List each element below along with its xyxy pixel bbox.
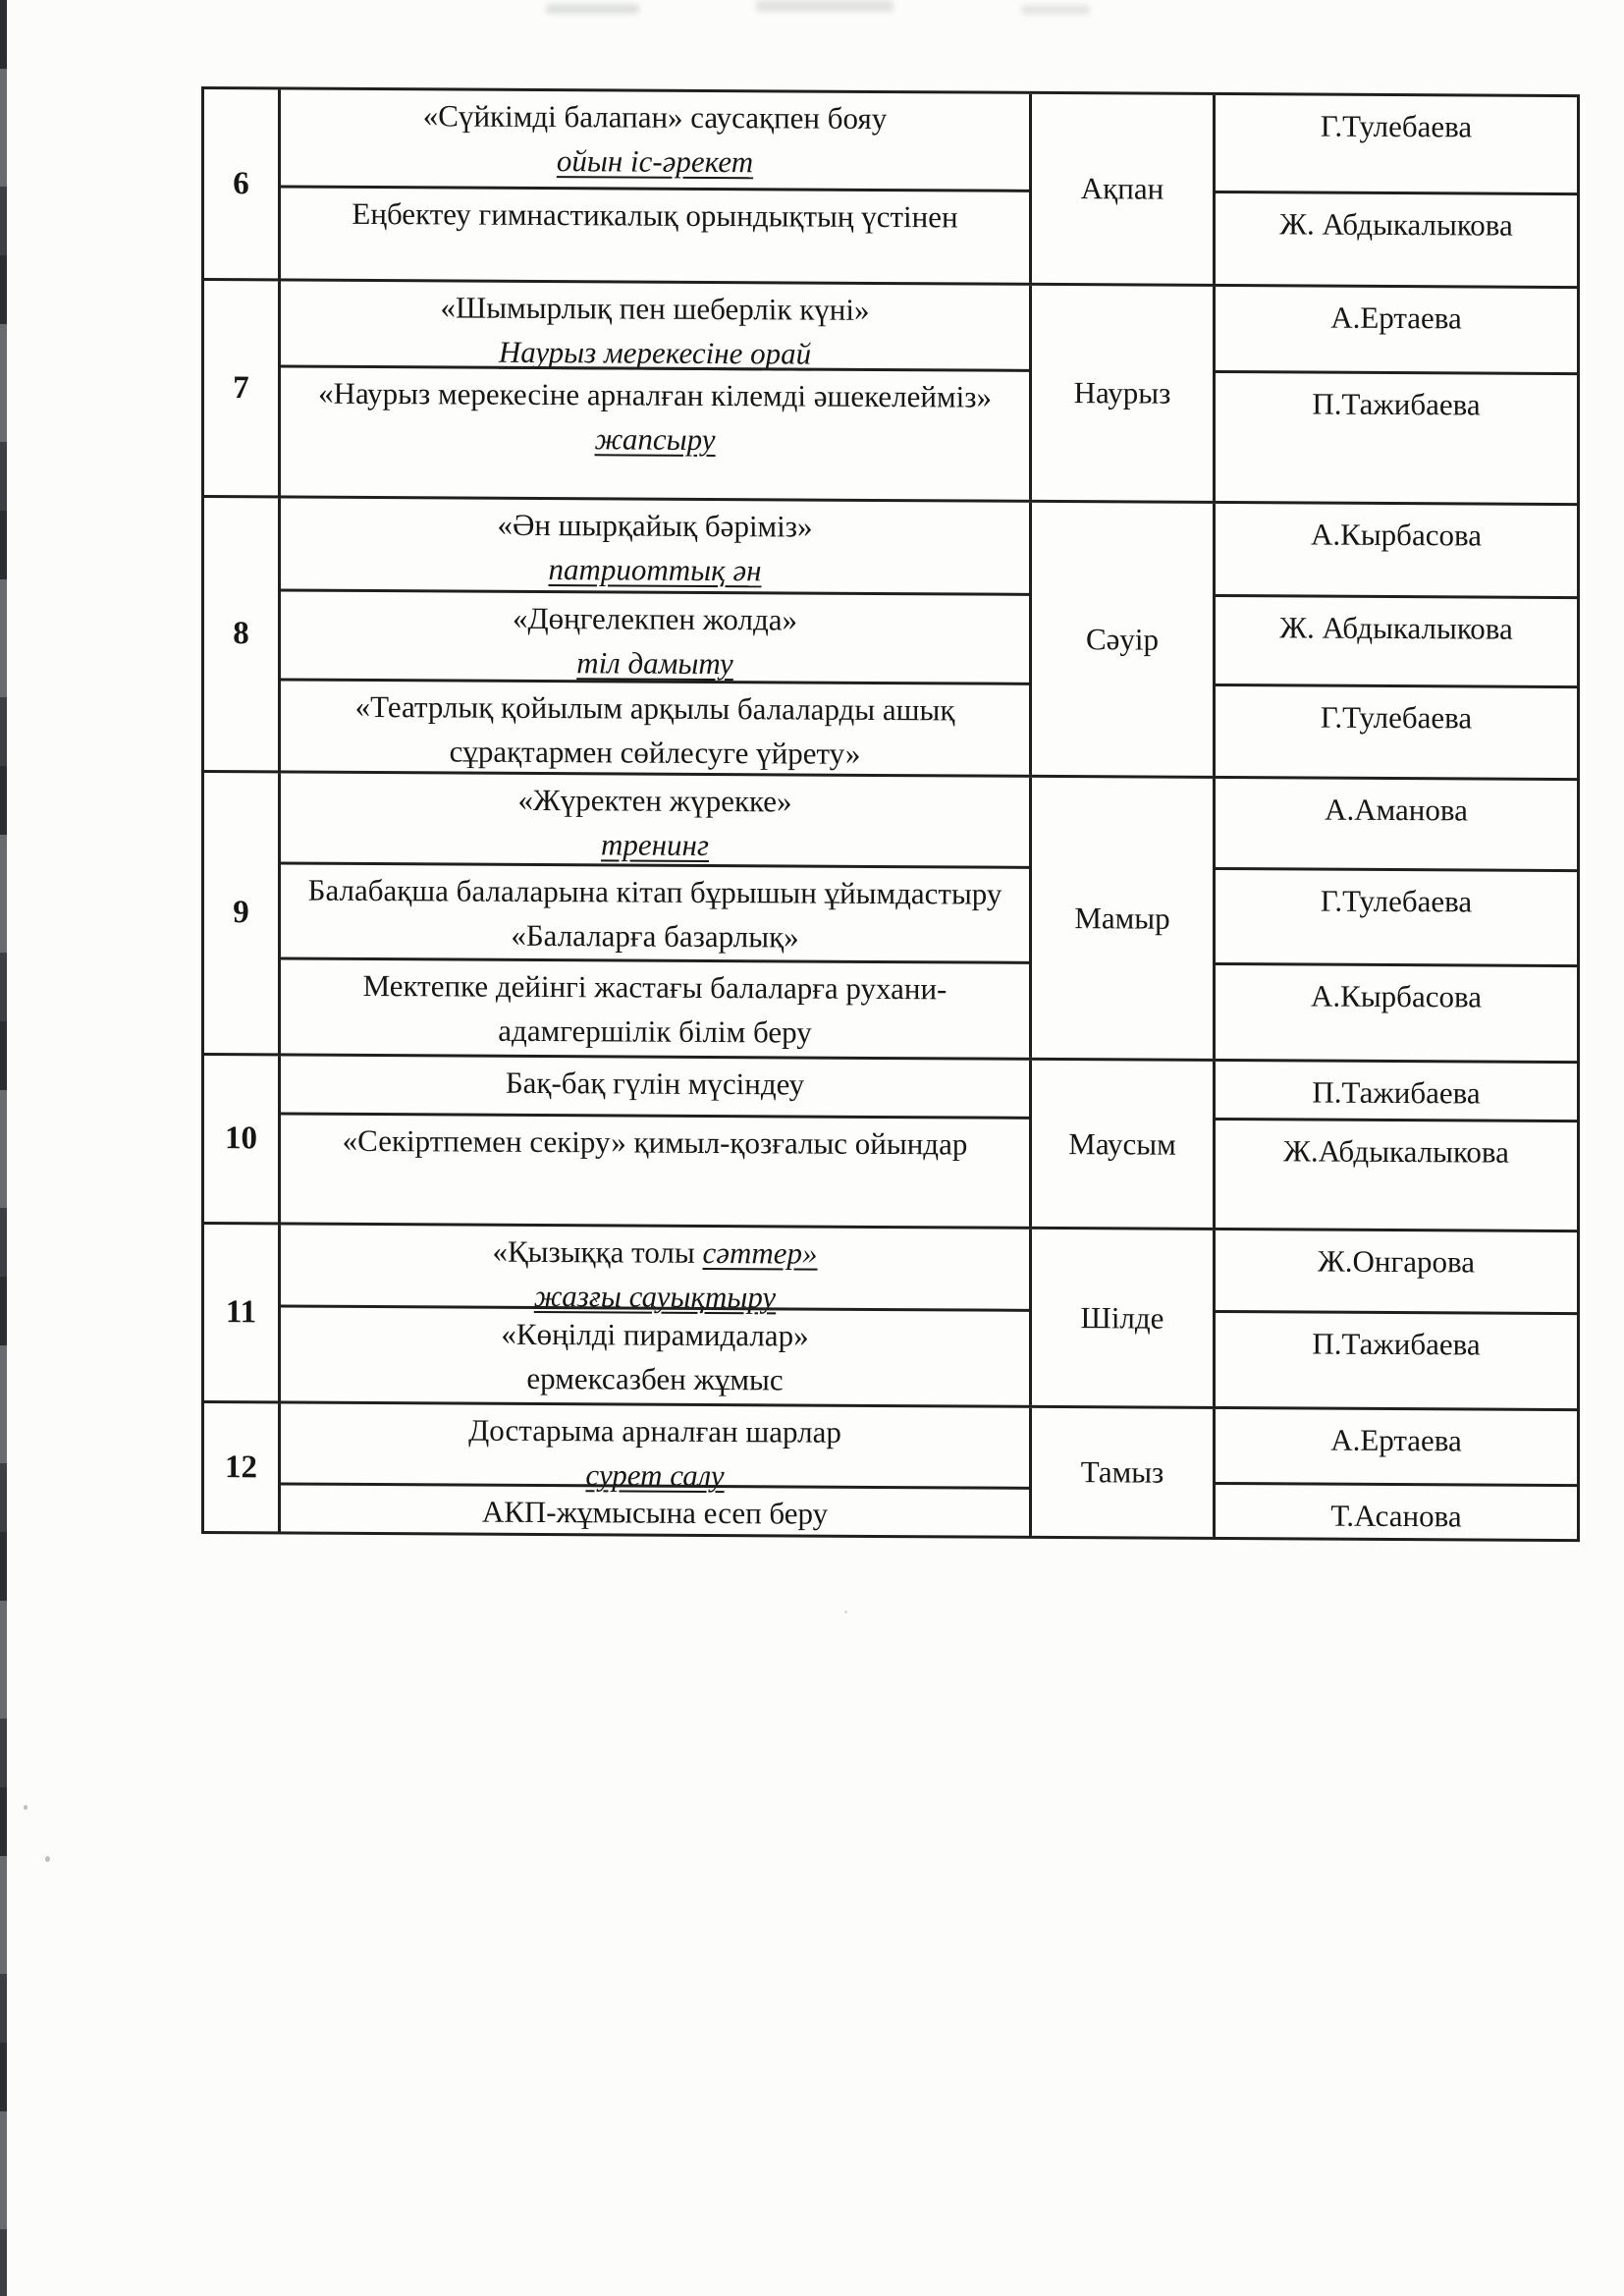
activity-line bbox=[501, 1312, 808, 1358]
activity-text: Наурыз мерекесіне орай bbox=[498, 334, 812, 371]
table-row bbox=[204, 89, 1577, 286]
person-cell: Ж. Абдыкалыкова bbox=[1216, 191, 1577, 286]
activity-text: «Қызыққа толы bbox=[492, 1233, 703, 1270]
person-column bbox=[1216, 779, 1577, 1061]
activity-column bbox=[281, 498, 1032, 774]
activity-column bbox=[281, 281, 1032, 499]
activity-line bbox=[513, 596, 797, 642]
activity-line bbox=[352, 191, 957, 240]
table-row bbox=[204, 495, 1577, 778]
activity-cell bbox=[281, 1112, 1029, 1226]
activity-line bbox=[423, 93, 887, 140]
scan-speck bbox=[45, 1856, 50, 1862]
month-cell: Мамыр bbox=[1032, 778, 1216, 1059]
activity-line bbox=[441, 285, 870, 332]
person-cell: П.Тажибаева bbox=[1312, 1074, 1481, 1111]
person-column bbox=[1216, 504, 1577, 778]
activity-text: сәттер» bbox=[702, 1234, 818, 1271]
row-number: 11 bbox=[204, 1225, 281, 1400]
person-cell: Ж.Онгарова bbox=[1318, 1243, 1475, 1280]
activity-text: Еңбектеу гимнастикалық орындықтың үстінен bbox=[352, 195, 958, 235]
activity-cell bbox=[281, 1225, 1029, 1315]
activity-line bbox=[295, 963, 1015, 1056]
activity-column bbox=[281, 773, 1032, 1057]
activity-cell bbox=[281, 185, 1029, 282]
scan-speck bbox=[844, 1611, 847, 1613]
activity-line bbox=[526, 1356, 783, 1402]
activity-text: жапсыру bbox=[594, 421, 716, 458]
activity-line bbox=[295, 868, 1015, 960]
activity-cell bbox=[281, 498, 1029, 592]
person-cell: А.Ертаева bbox=[1330, 300, 1462, 336]
activity-line bbox=[517, 778, 791, 824]
activity-text: Бақ-бақ гүлін мүсіндеу bbox=[505, 1065, 805, 1102]
activity-line bbox=[497, 503, 812, 549]
person-cell: П.Тажибаева bbox=[1216, 1310, 1577, 1408]
activity-cell bbox=[281, 364, 1029, 499]
activity-text: тренинг bbox=[601, 827, 709, 862]
activity-line bbox=[482, 1490, 828, 1536]
person-cell: Г.Тулебаева bbox=[1320, 108, 1473, 144]
activity-text: ермексазбен жұмыс bbox=[526, 1360, 784, 1397]
table-row bbox=[204, 1222, 1577, 1408]
activity-line bbox=[343, 1119, 968, 1167]
person-cell: П.Тажибаева bbox=[1216, 370, 1577, 503]
scan-smudge bbox=[756, 0, 893, 12]
scan-smudge bbox=[546, 4, 639, 14]
activity-text: Достарыма арналған шарлар bbox=[468, 1412, 841, 1449]
month-cell: Шілде bbox=[1032, 1230, 1216, 1406]
activity-text: «Сүйкімді балапан» саусақпен бояу bbox=[422, 98, 888, 137]
schedule-table bbox=[201, 86, 1580, 1542]
activity-line bbox=[576, 640, 733, 685]
row-number: 7 bbox=[204, 281, 281, 495]
activity-text: жазғы сауықтыру bbox=[533, 1278, 777, 1315]
row-number: 8 bbox=[204, 498, 281, 770]
activity-text: «Дөңгелекпен жолда» bbox=[512, 600, 798, 637]
activity-line bbox=[594, 416, 715, 462]
activity-column bbox=[281, 1225, 1032, 1404]
activity-text: «Ән шырқайық бәріміз» bbox=[497, 507, 813, 544]
activity-cell bbox=[281, 89, 1029, 189]
activity-text: «Шымырлық пен шеберлік күні» bbox=[440, 290, 870, 327]
table-row bbox=[204, 770, 1577, 1061]
activity-cell bbox=[281, 1403, 1029, 1494]
scan-speck bbox=[24, 1805, 27, 1810]
row-number: 6 bbox=[204, 89, 281, 278]
table-row bbox=[204, 1400, 1577, 1539]
person-column bbox=[1216, 1409, 1577, 1539]
person-cell: А.Ертаева bbox=[1330, 1422, 1462, 1458]
person-column bbox=[1216, 1062, 1577, 1230]
month-cell: Тамыз bbox=[1032, 1408, 1216, 1537]
month-cell: Наурыз bbox=[1032, 286, 1216, 501]
person-column bbox=[1216, 1230, 1577, 1408]
activity-column bbox=[281, 1056, 1032, 1226]
activity-text: АКП-жұмысына есеп беру bbox=[481, 1494, 829, 1531]
activity-column bbox=[281, 89, 1032, 282]
activity-text: «Жүректен жүрекке» bbox=[517, 782, 792, 819]
activity-cell bbox=[281, 773, 1029, 865]
activity-line bbox=[601, 822, 709, 867]
activity-line bbox=[318, 371, 992, 419]
activity-cell bbox=[281, 861, 1029, 960]
person-cell: А.Кырбасова bbox=[1311, 517, 1482, 553]
activity-text: сурет салу bbox=[585, 1457, 725, 1494]
row-number: 9 bbox=[204, 773, 281, 1053]
person-cell: А.Кырбасова bbox=[1216, 962, 1577, 1061]
activity-line bbox=[557, 138, 753, 184]
activity-line bbox=[295, 684, 1015, 777]
person-column bbox=[1216, 287, 1577, 503]
person-cell: Ж. Абдыкалыкова bbox=[1216, 594, 1577, 685]
person-cell: Т.Асанова bbox=[1216, 1482, 1577, 1539]
month-cell: Сәуір bbox=[1032, 503, 1216, 776]
activity-text: Балабақша балаларына кітап бұрышын ұйымдастыру «Балаларға базарлық» bbox=[307, 872, 1002, 955]
activity-text: «Театрлық қойылым арқылы балаларды ашық сұрақтармен сөйлесуге үйрету» bbox=[354, 688, 955, 771]
activity-cell bbox=[281, 678, 1029, 776]
scan-smudge bbox=[1021, 5, 1090, 15]
person-cell: Г.Тулебаева bbox=[1216, 683, 1577, 778]
person-cell: А.Аманова bbox=[1325, 792, 1468, 828]
person-cell: Ж.Абдыкалыкова bbox=[1216, 1118, 1577, 1230]
activity-cell bbox=[281, 1056, 1029, 1116]
table-row bbox=[204, 278, 1577, 503]
row-number: 12 bbox=[204, 1403, 281, 1531]
row-number: 10 bbox=[204, 1056, 281, 1222]
person-cell: Г.Тулебаева bbox=[1216, 867, 1577, 964]
activity-line bbox=[548, 547, 761, 592]
activity-cell bbox=[281, 1482, 1029, 1536]
table-row bbox=[204, 1053, 1577, 1230]
activity-column bbox=[281, 1403, 1032, 1535]
activity-cell bbox=[281, 281, 1029, 371]
activity-text: тіл дамыту bbox=[576, 645, 733, 682]
month-cell: Ақпан bbox=[1032, 94, 1216, 284]
activity-cell bbox=[281, 1304, 1029, 1404]
activity-cell bbox=[281, 588, 1029, 682]
activity-text: «Көңілді пирамидалар» bbox=[501, 1316, 809, 1353]
activity-line bbox=[468, 1408, 841, 1454]
activity-text: патриоттық ән bbox=[548, 552, 762, 588]
activity-line bbox=[492, 1230, 817, 1276]
month-cell: Маусым bbox=[1032, 1061, 1216, 1228]
activity-text: «Наурыз мерекесіне арналған кілемді әшекелейміз» bbox=[318, 375, 992, 414]
person-column bbox=[1216, 95, 1577, 286]
activity-text: ойын іс-әрекет bbox=[556, 143, 754, 180]
activity-line bbox=[506, 1061, 804, 1107]
scanner-edge-strip bbox=[0, 0, 7, 2296]
activity-cell bbox=[281, 957, 1029, 1057]
activity-text: «Секіртпемен секіру» қимыл-қозғалыс ойындар bbox=[342, 1122, 968, 1162]
activity-text: Мектепке дейінгі жастағы балаларға рухани-адамгершілік білім беру bbox=[362, 967, 947, 1050]
